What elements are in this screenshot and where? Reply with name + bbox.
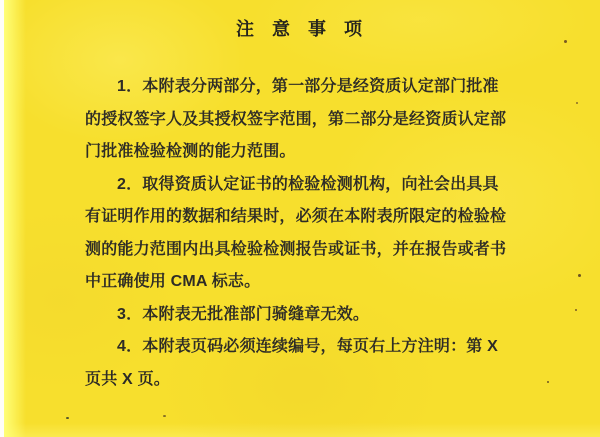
scan-speck [163, 415, 166, 417]
notice-line: 1．本附表分两部分，第一部分是经资质认定部门批准 [117, 78, 499, 95]
notice-line: 有证明作用的数据和结果时，必须在本附表所限定的检验检 [85, 208, 507, 225]
page-left-highlight [4, 0, 26, 437]
notice-line: 页共 X 页。 [85, 370, 170, 388]
scan-speck [578, 274, 581, 277]
notice-line: 中正确使用 CMA 标志。 [85, 273, 261, 290]
scan-speck [575, 309, 577, 311]
scan-speck [576, 102, 578, 104]
scan-speck [564, 40, 567, 43]
notice-line: 2．取得资质认定证书的检验检测机构，向社会出具具 [117, 175, 499, 193]
scan-speck [66, 417, 69, 419]
notice-body [85, 71, 535, 396]
notice-line: 3．本附表无批准部门骑缝章无效。 [117, 305, 370, 323]
notice-line: 测的能力范围内出具检验检测报告或证书，并在报告或者书 [85, 240, 507, 258]
notice-line: 门批准检验检测的能力范围。 [85, 143, 296, 160]
notice-line: 4．本附表页码必须连续编号，每页右上方注明：第 X [117, 338, 499, 355]
page-title: 注 意 事 项 [235, 19, 364, 39]
notice-line: 的授权签字人及其授权签字范围，第二部分是经资质认定部 [85, 110, 507, 128]
scan-speck [547, 381, 549, 383]
